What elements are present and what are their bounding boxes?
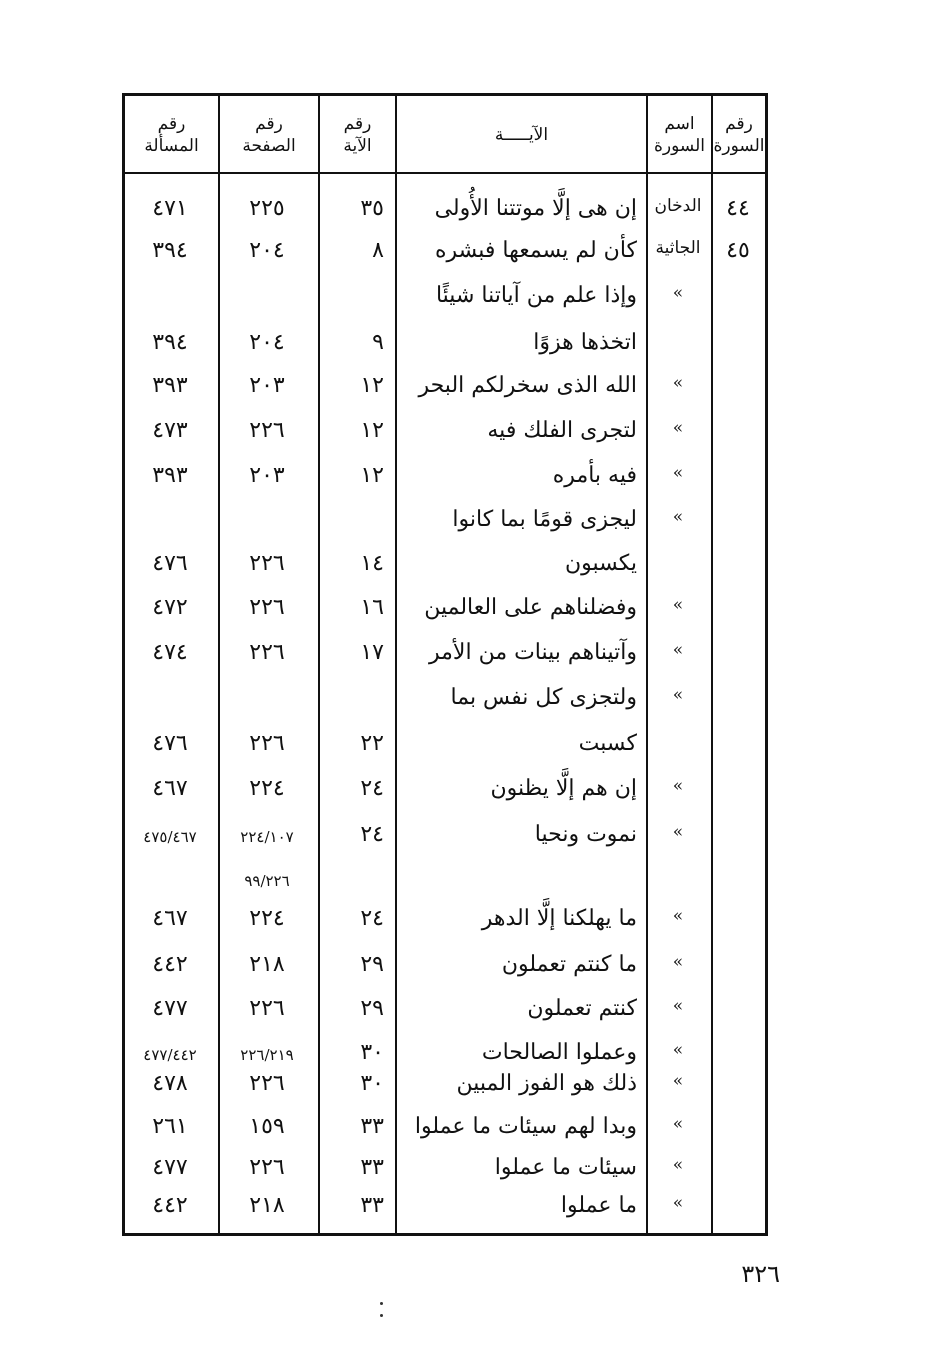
verse-cell: فيه بأمره: [552, 463, 637, 488]
masala-number-cell: ٣٩٣: [152, 463, 188, 488]
masala-number-cell: ٤٤٢: [152, 1193, 188, 1218]
masala-number-cell: ٤٧٨: [152, 1071, 188, 1096]
scan-speck: [380, 1302, 383, 1305]
verse-cell: ليجزى قومًا بما كانوا: [452, 507, 637, 532]
header-surah-name: اسم السورة: [654, 114, 705, 156]
page-number-cell: ٢٢٤/١٠٧: [240, 828, 294, 846]
verse-cell: يكسبون: [564, 551, 637, 576]
verse-cell: سيئات ما عملوا: [494, 1155, 637, 1180]
ayah-number-cell: ٣٥: [360, 196, 384, 221]
page-number-cell: ٢٢٦: [249, 1155, 285, 1180]
surah-name-cell: »: [672, 283, 684, 303]
page-number-cell: ٢٢٦: [249, 418, 285, 443]
surah-name-cell: الجاثية: [655, 238, 701, 258]
surah-name-cell: »: [672, 996, 684, 1016]
verse-cell: وفضلناهم على العالمين: [424, 595, 637, 620]
page-number-cell: ٢٢٦: [249, 551, 285, 576]
verse-cell: ما عملوا: [560, 1193, 637, 1218]
page-number-cell: ١٥٩: [249, 1114, 285, 1139]
header-surah-number: رقم السورة: [713, 114, 765, 156]
ayah-number-cell: ١٤: [360, 551, 384, 576]
verse-cell: وإذا علم من آياتنا شيئًا: [435, 283, 637, 308]
verse-cell: لتجرى الفلك فيه: [487, 418, 637, 443]
page-number-cell: ٢٠٣: [249, 463, 285, 488]
ayah-number-cell: ١٢: [360, 418, 384, 443]
masala-number-cell: ٣٩٣: [152, 373, 188, 398]
surah-name-cell: »: [672, 906, 684, 926]
ayah-number-cell: ٣٣: [360, 1114, 384, 1139]
surah-name-cell: »: [672, 685, 684, 705]
masala-number-cell: ٤٧١: [152, 196, 188, 221]
header-verse: الآيـــــة: [494, 125, 549, 145]
page-number-cell: ٢٠٣: [249, 373, 285, 398]
header-ayah-number: رقم الآية: [343, 114, 372, 156]
surah-name-cell: »: [672, 373, 684, 393]
page-number-cell: ٢٢٦: [249, 731, 285, 756]
masala-number-cell: ٤٦٧: [152, 776, 188, 801]
surah-name-cell: »: [672, 1040, 684, 1060]
verse-cell: ما كنتم تعملون: [501, 952, 637, 977]
page-number-cell: ٢٢٤: [249, 776, 285, 801]
surah-name-cell: »: [672, 1114, 684, 1134]
verse-cell: كنتم تعملون: [527, 996, 637, 1021]
ayah-number-cell: ١٢: [360, 463, 384, 488]
ayah-number-cell: ٣٣: [360, 1155, 384, 1180]
ayah-number-cell: ٣٣: [360, 1193, 384, 1218]
verse-cell: كسبت: [578, 731, 637, 756]
ayah-number-cell: ٨: [372, 238, 384, 263]
header-page-number: رقم الصفحة: [242, 114, 296, 156]
verse-cell: وبدا لهم سيئات ما عملوا: [414, 1114, 637, 1139]
surah-name-cell: »: [672, 418, 684, 438]
surah-number-cell: ٤٤: [726, 196, 750, 221]
page-number-cell: ٢١٨: [249, 1193, 285, 1218]
verse-cell: ذلك هو الفوز المبين: [456, 1071, 637, 1096]
ayah-number-cell: ١٦: [360, 595, 384, 620]
page-number-cell: ٢٢٦: [249, 996, 285, 1021]
scan-speck: [380, 1314, 383, 1317]
masala-number-cell: ٤٧٧/٤٤٢: [143, 1046, 197, 1064]
ayah-number-cell: ٣٠: [360, 1040, 384, 1065]
masala-number-cell: ٣٩٤: [152, 330, 188, 355]
masala-number-cell: ٤٧٢: [152, 595, 188, 620]
verse-cell: اتخذها هزوًا: [533, 330, 637, 355]
masala-number-cell: ٤٤٢: [152, 952, 188, 977]
surah-name-cell: »: [672, 776, 684, 796]
page-number-cell: ٢٢٥: [249, 196, 285, 221]
surah-name-cell: »: [672, 640, 684, 660]
masala-number-cell: ٣٩٤: [152, 238, 188, 263]
masala-number-cell: ٤٧٤: [152, 640, 188, 665]
surah-name-cell: »: [672, 1193, 684, 1213]
ayah-number-cell: ٢٩: [360, 952, 384, 977]
ayah-number-cell: ١٧: [360, 640, 384, 665]
surah-name-cell: الدخان: [654, 196, 702, 216]
verse-cell: كأن لم يسمعها فبشره: [434, 238, 637, 263]
ayah-number-cell: ١٢: [360, 373, 384, 398]
page-number-cell: ٢٢٦: [249, 640, 285, 665]
page-number-cell: ٢٠٤: [249, 238, 285, 263]
masala-number-cell: ٤٧٧: [152, 996, 188, 1021]
surah-name-cell: »: [672, 822, 684, 842]
page-number-cell: ٢٢٦: [249, 1071, 285, 1096]
verse-cell: نموت ونحيا: [534, 822, 637, 847]
verse-cell: إن هم إلَّا يظنون: [490, 776, 637, 801]
page-number-cell: ٢٢٤: [249, 906, 285, 931]
page-number-cell: ٢٢٦/٢١٩: [240, 1046, 294, 1064]
ayah-number-cell: ٢٤: [360, 822, 384, 847]
column-divider: [711, 96, 713, 1233]
masala-number-cell: ٤٧٥/٤٦٧: [143, 828, 197, 846]
masala-number-cell: ٢٦١: [152, 1114, 188, 1139]
page-number: ٣٢٦: [741, 1260, 780, 1288]
masala-number-cell: ٤٧٦: [152, 551, 188, 576]
page-number-cell: ٢٢٦: [249, 595, 285, 620]
ayah-number-cell: ٢٤: [360, 776, 384, 801]
ayah-number-cell: ٣٠: [360, 1071, 384, 1096]
verse-cell: الله الذى سخرلكم البحر: [418, 373, 637, 398]
verse-cell: وعملوا الصالحات: [481, 1040, 637, 1065]
page-number-cell: ٩٩/٢٢٦: [244, 872, 290, 890]
surah-name-cell: »: [672, 463, 684, 483]
surah-name-cell: »: [672, 507, 684, 527]
header-masala-number: رقم المسألة: [144, 114, 199, 156]
surah-name-cell: »: [672, 1071, 684, 1091]
surah-name-cell: »: [672, 595, 684, 615]
verse-cell: وآتيناهم بينات من الأمر: [429, 640, 637, 665]
page-number-cell: ٢٠٤: [249, 330, 285, 355]
surah-name-cell: »: [672, 1155, 684, 1175]
verse-cell: إن هى إلَّا موتتنا الأُولى: [434, 196, 637, 221]
column-divider: [646, 96, 648, 1233]
verse-cell: ولتجزى كل نفس بما: [450, 685, 637, 710]
ayah-number-cell: ٩: [372, 330, 384, 355]
masala-number-cell: ٤٧٣: [152, 418, 188, 443]
masala-number-cell: ٤٧٧: [152, 1155, 188, 1180]
masala-number-cell: ٤٧٦: [152, 731, 188, 756]
ayah-number-cell: ٢٩: [360, 996, 384, 1021]
page-number-cell: ٢١٨: [249, 952, 285, 977]
ayah-number-cell: ٢٤: [360, 906, 384, 931]
ayah-number-cell: ٢٢: [360, 731, 384, 756]
surah-name-cell: »: [672, 952, 684, 972]
masala-number-cell: ٤٦٧: [152, 906, 188, 931]
verse-cell: ما يهلكنا إلَّا الدهر: [481, 906, 637, 931]
surah-number-cell: ٤٥: [726, 238, 750, 263]
